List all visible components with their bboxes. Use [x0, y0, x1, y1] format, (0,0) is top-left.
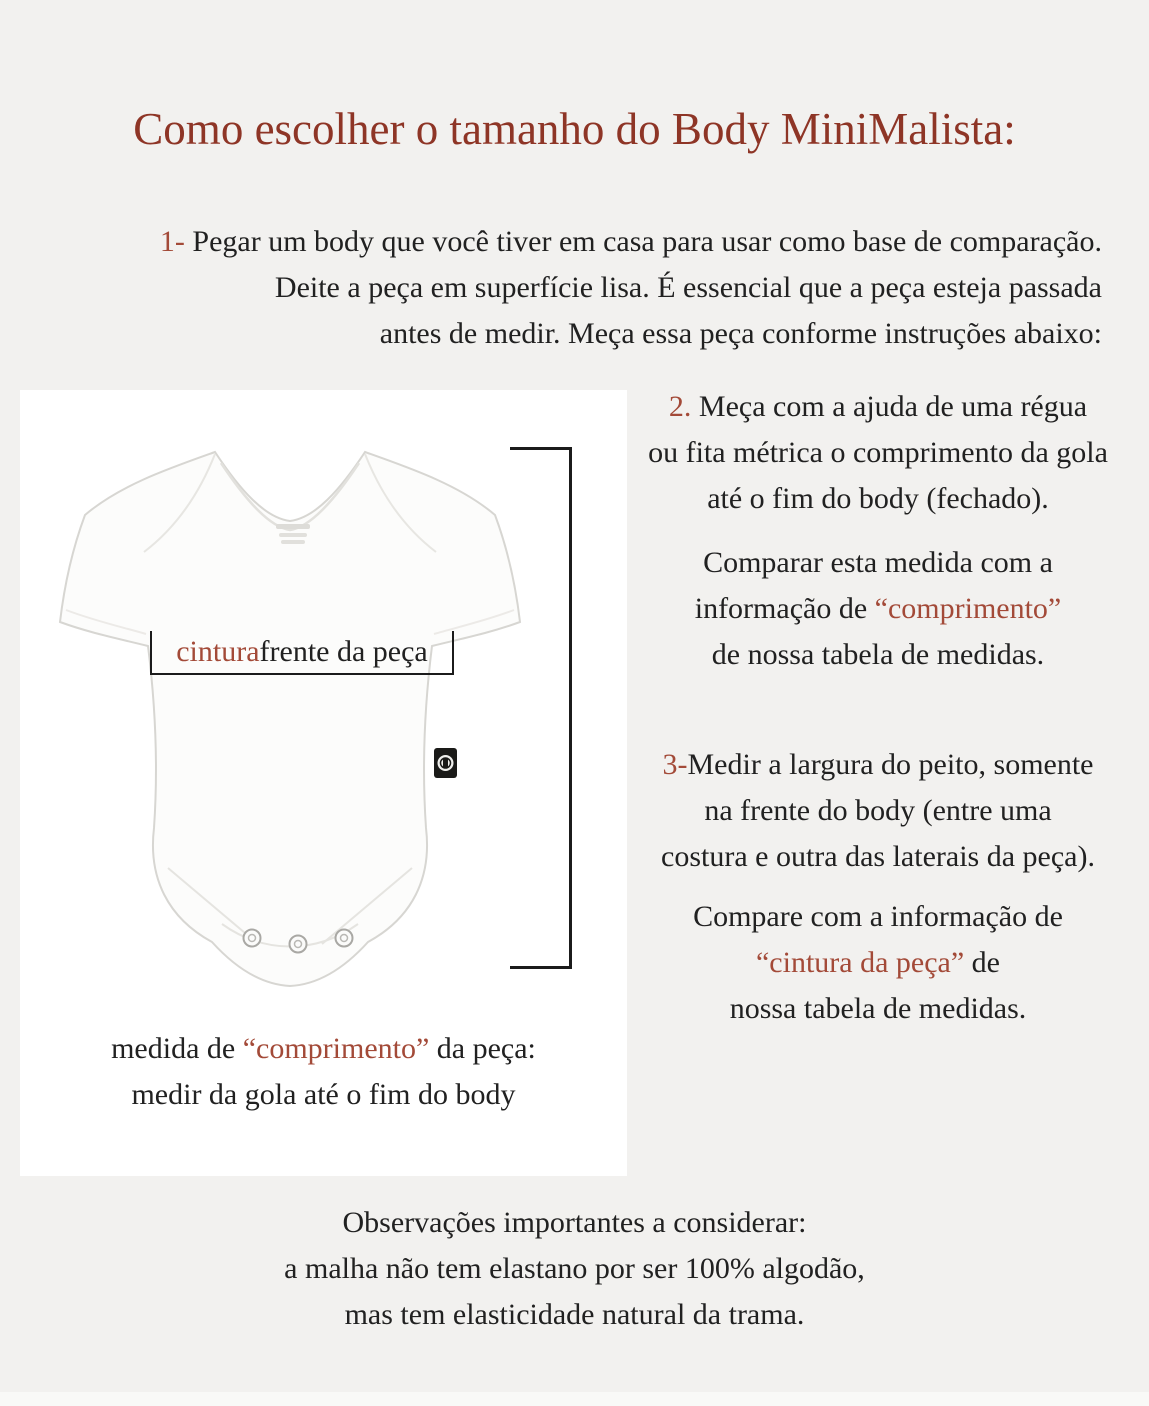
step1-line3: antes de medir. Meça essa peça conforme instruções abaixo: [379, 317, 1102, 350]
compare-waist-highlight: “cintura da peça” [755, 946, 965, 979]
step3-line3: costura e outra das laterais da peça). [661, 840, 1095, 873]
observations-note [0, 1200, 1149, 1338]
waist-measure-label [150, 631, 454, 675]
length-measure-bracket [510, 447, 572, 969]
waist-label-highlight: cintura [176, 635, 260, 668]
step1-line1 [0, 219, 1102, 265]
step2-line2: ou fita métrica o comprimento da gola [648, 436, 1108, 469]
compare-length-line1: Comparar esta medida com a [703, 546, 1053, 579]
step1-number: 1- [159, 225, 185, 258]
step1-line2: Deite a peça em superfície lisa. É essencial que a peça esteja passada [274, 271, 1102, 304]
step3-line1 [620, 742, 1136, 788]
step3-number: 3- [662, 748, 688, 781]
step3-line1-text: Medir a largura do peito, somente [687, 748, 1094, 781]
step2-instructions [620, 384, 1136, 522]
length-caption [20, 1026, 627, 1118]
step2-line3: até o fim do body (fechado). [707, 482, 1049, 515]
brand-tag [434, 748, 457, 778]
observations-line2: a malha não tem elastano por ser 100% algodão, [284, 1252, 865, 1285]
compare-length-highlight: “comprimento” [874, 592, 1062, 625]
compare-waist-line2 [620, 940, 1136, 986]
compare-length-prefix: informação de [694, 592, 875, 625]
step2-number: 2. [668, 390, 692, 423]
compare-waist-line1: Compare com a informação de [693, 900, 1063, 933]
step2-line1 [620, 384, 1136, 430]
compare-waist-note [620, 894, 1136, 1032]
length-caption-line1 [20, 1026, 627, 1072]
compare-waist-line3: nossa tabela de medidas. [729, 992, 1027, 1025]
neck-print-row1 [276, 524, 310, 529]
length-caption-line2: medir da gola até o fim do body [131, 1078, 516, 1111]
compare-waist-suffix: de [964, 946, 1000, 979]
neck-print-row2 [279, 533, 307, 537]
observations-line1: Observações importantes a considerar: [342, 1206, 807, 1239]
neck-print-row3 [281, 540, 305, 544]
footer-strip [0, 1392, 1149, 1406]
compare-length-line3: de nossa tabela de medidas. [711, 638, 1045, 671]
observations-line3: mas tem elasticidade natural da trama. [344, 1298, 805, 1331]
compare-length-line2 [620, 586, 1136, 632]
step2-line1-text: Meça com a ajuda de uma régua [691, 390, 1088, 423]
caption-prefix: medida de [111, 1032, 243, 1065]
caption-highlight: “comprimento” [242, 1032, 430, 1065]
step3-line2: na frente do body (entre uma [704, 794, 1052, 827]
bodysuit-illustration [50, 430, 570, 1010]
page-title: Como escolher o tamanho do Body MiniMalista: [133, 104, 1016, 154]
bodysuit-outline [60, 452, 520, 986]
step1-line1-text: Pegar um body que você tiver em casa para usar como base de comparação. [184, 225, 1102, 258]
caption-suffix: da peça: [429, 1032, 536, 1065]
waist-label-rest: frente da peça [259, 635, 428, 668]
step3-instructions [620, 742, 1136, 880]
step1-instructions [0, 219, 1102, 357]
compare-length-note [620, 540, 1136, 678]
product-photo-box [20, 390, 627, 1176]
